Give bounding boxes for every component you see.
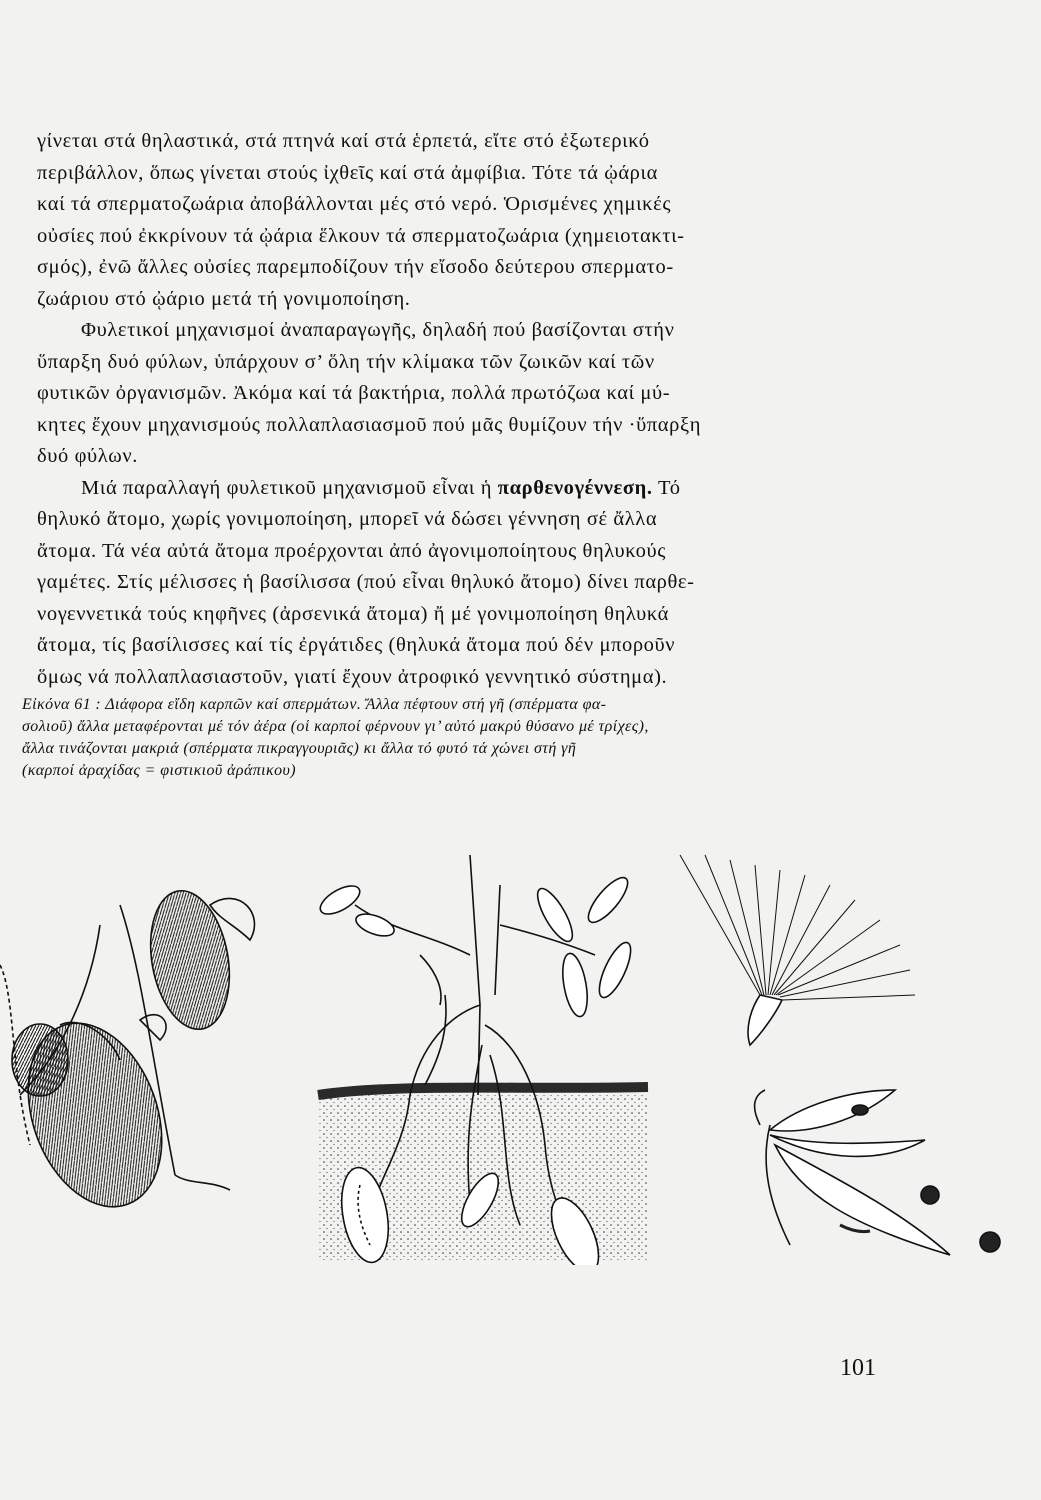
caption-line: Εἰκόνα 61 : Διάφορα εἴδη καρπῶν καί σπερμάτων. Ἄλλα πέφτουν στή γῆ (σπέρματα φα- (22, 696, 607, 713)
text-line: ἄτομα, τίς βασίλισσες καί τίς ἐργάτιδες (θηλυκά ἄτομα πού δέν μποροῦν (37, 634, 676, 656)
key-term: παρθενογέννεση. (497, 476, 653, 499)
text-line (37, 473, 877, 505)
text-line: δυό φύλων. (37, 445, 138, 467)
text-line: γαμέτες. Στίς μέλισσες ἡ βασίλισσα (πού εἶναι θηλυκό ἄτομο) δίνει παρθε- (37, 571, 695, 593)
body-text (37, 126, 877, 693)
text-line: κητες ἔχουν μηχανισμούς πολλαπλασιασμοῦ πού μᾶς θυμίζουν τήν ·ὕπαρξη (37, 413, 702, 436)
page-number: 101 (840, 1355, 876, 1381)
squirting-cucumber-drawing (0, 884, 254, 1225)
text-line: θηλυκό ἄτομο, χωρίς γονιμοποίηση, μπορεῖ νά δώσει γέννηση σέ ἄλλα (37, 508, 658, 530)
seeds-illustration (0, 845, 1041, 1265)
text-line: ζωάριου στό ᾠάριο μετά τή γονιμοποίηση. (37, 287, 411, 310)
text-span: Μιά παραλλαγή φυλετικοῦ μηχανισμοῦ εἶναι ἡ (81, 476, 493, 499)
pappus-seed-drawing (680, 855, 915, 1045)
text-line: περιβάλλον, ὅπως γίνεται στούς ἰχθεῖς καί στά ἀμφίβια. Τότε τά ᾠάρια (37, 161, 658, 184)
text-line: Φυλετικοί μηχανισμοί ἀναπαραγωγῆς, δηλαδή πού βασίζονται στήν (81, 319, 675, 341)
text-line: φυτικῶν ὀργανισμῶν. Ἀκόμα καί τά βακτήρια, πολλά πρωτόζωα καί μύ- (37, 382, 671, 404)
text-line: καί τά σπερματοζωάρια ἀποβάλλονται μές στό νερό. Ὁρισμένες χημικές (37, 193, 672, 215)
caption-line: (καρποί ἀραχίδας = φιστικιοῦ ἀράπικου) (22, 762, 296, 779)
figure-caption (22, 694, 882, 782)
text-line: ὅμως νά πολλαπλασιαστοῦν, γιατί ἔχουν ἀτροφικό γεννητικό σύστημα). (37, 665, 668, 688)
text-span: Τό (657, 476, 681, 499)
text-line: σμός), ἐνῶ ἄλλες οὐσίες παρεμποδίζουν τήν εἴσοδο δεύτερου σπερματο- (37, 256, 674, 278)
caption-line: σολιοῦ) ἄλλα μεταφέρονται μέ τόν ἀέρα (οἱ καρποί φέρνουν γι’ αὐτό μακρύ θύσανο μέ τρίχες), (22, 718, 649, 735)
caption-line: ἄλλα τινάζονται μακριά (σπέρματα πικραγγουριᾶς) κι ἄλλα τό φυτό τά χώνει στή γῆ (22, 740, 577, 757)
text-line: νογεννετικά τούς κηφῆνες (ἀρσενικά ἄτομα) ἤ μέ γονιμοποίηση θηλυκά (37, 602, 669, 625)
bean-pods-drawing (755, 1090, 1000, 1255)
text-line: ἄτομα. Τά νέα αὐτά ἄτομα προέρχονται ἀπό ἀγονιμοποίητους θηλυκούς (37, 539, 667, 562)
text-line: γίνεται στά θηλαστικά, στά πτηνά καί στά ἑρπετά, εἴτε στό ἐξωτερικό (37, 130, 650, 152)
text-line: οὐσίες πού ἐκκρίνουν τά ᾠάρια ἕλκουν τά σπερματοζωάρια (χημειοτακτι- (37, 224, 685, 247)
peanut-plant-drawing (316, 855, 648, 1265)
text-line: ὕπαρξη δυό φύλων, ὑπάρχουν σ’ ὅλη τήν κλίμακα τῶν ζωικῶν καί τῶν (37, 350, 655, 373)
